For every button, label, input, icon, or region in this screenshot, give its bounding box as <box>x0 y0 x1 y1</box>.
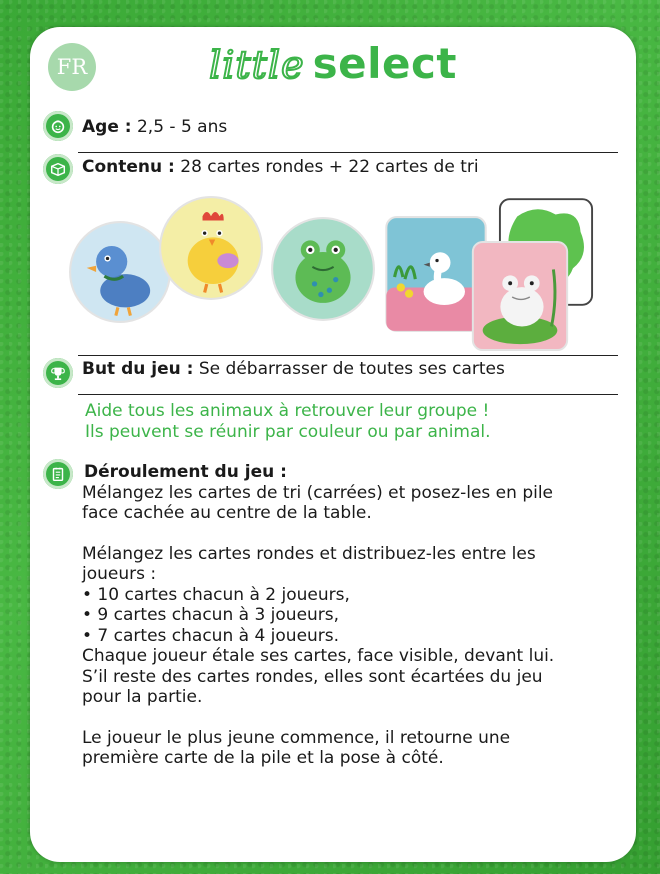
logo-script-text: little <box>209 43 305 87</box>
contents-row <box>82 156 479 178</box>
contents-value: 28 cartes rondes + 22 cartes de tri <box>180 157 479 177</box>
steps-line: Mélangez les cartes rondes et distribuez-les entre les <box>82 543 536 564</box>
tagline-line: Ils peuvent se réunir par couleur ou par animal. <box>85 422 491 442</box>
rules-card <box>30 27 636 862</box>
chicken-round-card-image <box>158 195 264 301</box>
steps-line: S’il reste des cartes rondes, elles sont écartées du jeu <box>82 666 543 687</box>
steps-title: Déroulement du jeu : <box>84 462 287 482</box>
game-steps <box>82 462 622 769</box>
steps-line: • 10 cartes chacun à 2 joueurs, <box>82 584 350 605</box>
duck-round-card-image <box>68 220 172 324</box>
age-row <box>82 116 227 138</box>
frog-round-card-image <box>270 216 376 322</box>
child-face-icon <box>43 111 73 141</box>
tagline-line: Aide tous les animaux à retrouver leur groupe ! <box>85 401 490 421</box>
steps-line: • 9 cartes chacun à 3 joueurs, <box>82 605 340 625</box>
goal-label: But du jeu : <box>82 359 194 379</box>
goal-value: Se débarrasser de toutes ses cartes <box>198 359 505 379</box>
goal-row <box>82 358 505 380</box>
language-badge: FR <box>48 43 96 91</box>
game-logo <box>30 39 636 88</box>
steps-line: joueurs : <box>82 564 157 584</box>
trophy-icon <box>43 358 73 388</box>
divider <box>78 152 618 153</box>
box-icon <box>43 154 73 184</box>
age-label: Age : <box>82 117 132 137</box>
white-frog-square-card-image <box>470 240 570 352</box>
steps-line: Mélangez les cartes de tri (carrées) et posez-les en pile <box>82 482 554 503</box>
steps-line: face cachée au centre de la table. <box>82 503 372 523</box>
game-tagline <box>85 401 491 443</box>
notepad-icon <box>43 459 73 489</box>
steps-line: pour la partie. <box>82 687 203 707</box>
age-value: 2,5 - 5 ans <box>136 117 228 137</box>
steps-line: • 7 cartes chacun à 4 joueurs. <box>82 625 340 646</box>
steps-line: Chaque joueur étale ses cartes, face visible, devant lui. <box>82 646 555 666</box>
logo-bold-text: select <box>312 39 457 88</box>
divider <box>78 355 618 356</box>
steps-line: Le joueur le plus jeune commence, il retourne une <box>82 727 511 748</box>
divider <box>78 394 618 395</box>
contents-label: Contenu : <box>82 157 175 177</box>
steps-line: première carte de la pile et la pose à côté. <box>82 748 444 768</box>
